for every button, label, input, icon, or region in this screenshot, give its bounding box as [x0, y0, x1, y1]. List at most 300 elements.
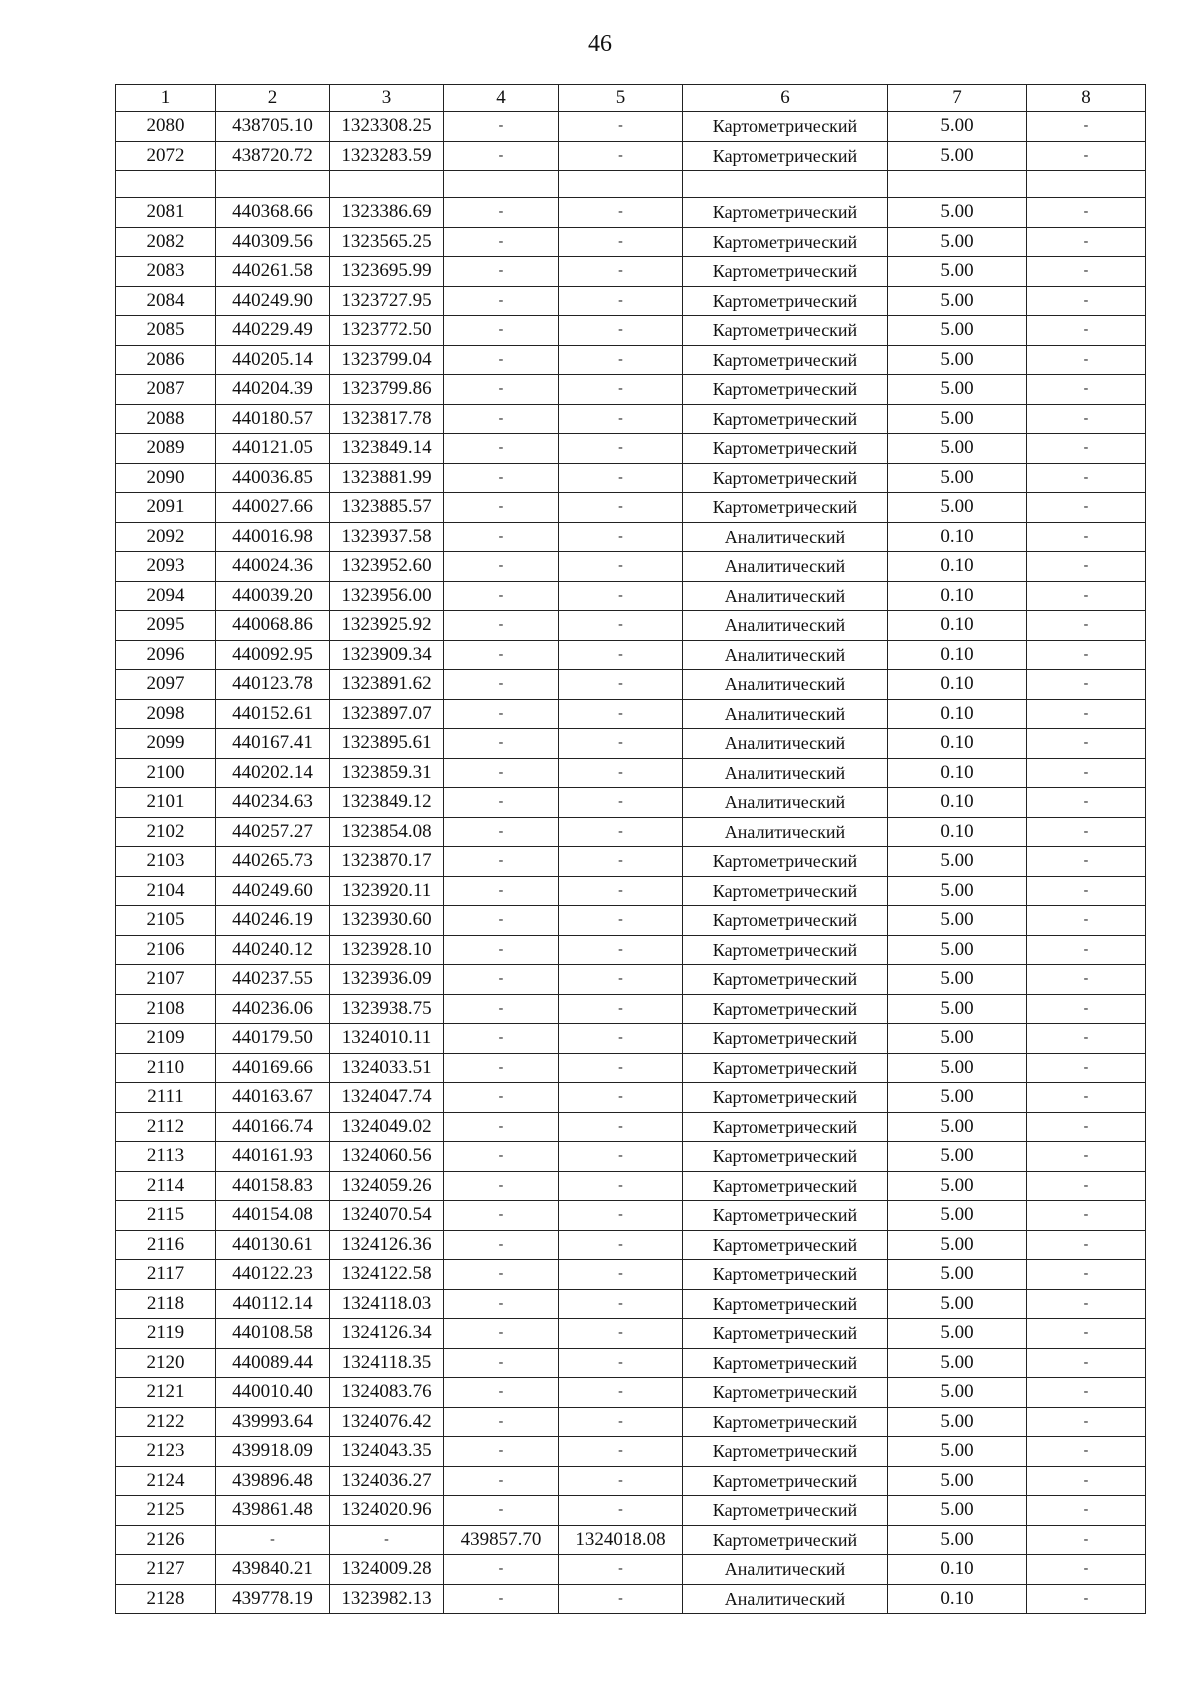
cell-y-coordinate-alt: - — [559, 1024, 683, 1054]
table-row — [116, 1319, 1146, 1349]
cell-note: - — [1027, 434, 1146, 464]
cell-point-number: 2127 — [116, 1555, 216, 1585]
cell-accuracy: 5.00 — [888, 198, 1027, 228]
cell-note: - — [1027, 345, 1146, 375]
cell-x-coordinate-alt: - — [444, 758, 559, 788]
cell-accuracy: 5.00 — [888, 1171, 1027, 1201]
cell-point-number: 2083 — [116, 257, 216, 287]
cell-x-coordinate: 440205.14 — [216, 345, 330, 375]
cell-method: Картометрический — [683, 1171, 888, 1201]
cell-y-coordinate-alt: - — [559, 1053, 683, 1083]
cell-x-coordinate-alt: - — [444, 493, 559, 523]
cell-x-coordinate: 440246.19 — [216, 906, 330, 936]
cell-accuracy: 5.00 — [888, 434, 1027, 464]
cell-accuracy: 5.00 — [888, 1142, 1027, 1172]
cell-note: - — [1027, 1230, 1146, 1260]
cell-point-number: 2115 — [116, 1201, 216, 1231]
cell-x-coordinate — [216, 171, 330, 198]
cell-y-coordinate-alt: - — [559, 257, 683, 287]
cell-x-coordinate: 440068.86 — [216, 611, 330, 641]
cell-x-coordinate-alt: 439857.70 — [444, 1525, 559, 1555]
cell-point-number: 2113 — [116, 1142, 216, 1172]
cell-x-coordinate-alt: - — [444, 1289, 559, 1319]
cell-x-coordinate: 439778.19 — [216, 1584, 330, 1614]
cell-y-coordinate: 1323982.13 — [330, 1584, 444, 1614]
cell-accuracy: 5.00 — [888, 1112, 1027, 1142]
cell-method: Картометрический — [683, 463, 888, 493]
table-row — [116, 906, 1146, 936]
table-row — [116, 729, 1146, 759]
cell-point-number: 2102 — [116, 817, 216, 847]
cell-note: - — [1027, 965, 1146, 995]
cell-y-coordinate-alt: - — [559, 1201, 683, 1231]
cell-y-coordinate-alt: - — [559, 1466, 683, 1496]
cell-accuracy: 5.00 — [888, 1437, 1027, 1467]
cell-y-coordinate: 1324043.35 — [330, 1437, 444, 1467]
cell-note: - — [1027, 1466, 1146, 1496]
cell-point-number: 2082 — [116, 227, 216, 257]
cell-y-coordinate-alt: - — [559, 640, 683, 670]
cell-x-coordinate-alt: - — [444, 1496, 559, 1526]
cell-y-coordinate: 1323930.60 — [330, 906, 444, 936]
cell-y-coordinate-alt: - — [559, 375, 683, 405]
cell-y-coordinate: 1323909.34 — [330, 640, 444, 670]
cell-x-coordinate-alt: - — [444, 1584, 559, 1614]
cell-x-coordinate-alt: - — [444, 375, 559, 405]
cell-point-number: 2119 — [116, 1319, 216, 1349]
cell-x-coordinate: 440167.41 — [216, 729, 330, 759]
cell-y-coordinate-alt: - — [559, 758, 683, 788]
cell-accuracy: 5.00 — [888, 316, 1027, 346]
cell-accuracy: 0.10 — [888, 1555, 1027, 1585]
cell-x-coordinate-alt: - — [444, 463, 559, 493]
cell-accuracy: 5.00 — [888, 257, 1027, 287]
cell-method: Картометрический — [683, 876, 888, 906]
cell-accuracy: 0.10 — [888, 581, 1027, 611]
cell-x-coordinate: 440121.05 — [216, 434, 330, 464]
table-row — [116, 670, 1146, 700]
cell-note: - — [1027, 463, 1146, 493]
cell-note: - — [1027, 316, 1146, 346]
table-header — [116, 85, 1146, 112]
cell-y-coordinate: 1323895.61 — [330, 729, 444, 759]
cell-method: Картометрический — [683, 198, 888, 228]
cell-y-coordinate-alt: - — [559, 699, 683, 729]
table-body — [116, 112, 1146, 1614]
cell-method: Картометрический — [683, 1142, 888, 1172]
cell-y-coordinate: 1323565.25 — [330, 227, 444, 257]
cell-y-coordinate: 1323938.75 — [330, 994, 444, 1024]
cell-y-coordinate-alt: - — [559, 112, 683, 142]
cell-x-coordinate-alt: - — [444, 611, 559, 641]
cell-x-coordinate: 440024.36 — [216, 552, 330, 582]
header-cell-5: 5 — [559, 85, 683, 112]
cell-x-coordinate-alt: - — [444, 1201, 559, 1231]
cell-note: - — [1027, 758, 1146, 788]
cell-y-coordinate: 1323849.14 — [330, 434, 444, 464]
cell-y-coordinate-alt: - — [559, 611, 683, 641]
cell-y-coordinate-alt: - — [559, 670, 683, 700]
cell-y-coordinate-alt: - — [559, 1407, 683, 1437]
cell-x-coordinate-alt: - — [444, 935, 559, 965]
cell-y-coordinate: 1323881.99 — [330, 463, 444, 493]
cell-x-coordinate: 440169.66 — [216, 1053, 330, 1083]
cell-method: Картометрический — [683, 1201, 888, 1231]
cell-note: - — [1027, 670, 1146, 700]
cell-note: - — [1027, 1024, 1146, 1054]
cell-y-coordinate: 1323799.04 — [330, 345, 444, 375]
cell-y-coordinate-alt: - — [559, 1112, 683, 1142]
cell-point-number: 2101 — [116, 788, 216, 818]
cell-y-coordinate-alt: - — [559, 876, 683, 906]
cell-accuracy: 5.00 — [888, 965, 1027, 995]
cell-y-coordinate-alt: - — [559, 1496, 683, 1526]
cell-y-coordinate-alt: - — [559, 581, 683, 611]
cell-note: - — [1027, 817, 1146, 847]
table-row — [116, 611, 1146, 641]
cell-x-coordinate-alt: - — [444, 1083, 559, 1113]
cell-point-number: 2093 — [116, 552, 216, 582]
cell-x-coordinate: 440265.73 — [216, 847, 330, 877]
cell-x-coordinate-alt: - — [444, 670, 559, 700]
table-row — [116, 935, 1146, 965]
cell-x-coordinate: 440122.23 — [216, 1260, 330, 1290]
cell-x-coordinate: - — [216, 1525, 330, 1555]
cell-x-coordinate-alt: - — [444, 552, 559, 582]
cell-x-coordinate-alt: - — [444, 965, 559, 995]
cell-method: Картометрический — [683, 935, 888, 965]
cell-point-number: 2116 — [116, 1230, 216, 1260]
cell-x-coordinate: 440166.74 — [216, 1112, 330, 1142]
cell-y-coordinate: 1323859.31 — [330, 758, 444, 788]
header-cell-4: 4 — [444, 85, 559, 112]
cell-point-number: 2096 — [116, 640, 216, 670]
cell-x-coordinate-alt: - — [444, 1437, 559, 1467]
table-row — [116, 1230, 1146, 1260]
cell-point-number: 2118 — [116, 1289, 216, 1319]
cell-point-number: 2122 — [116, 1407, 216, 1437]
table-row — [116, 640, 1146, 670]
table-row — [116, 552, 1146, 582]
cell-y-coordinate: 1323891.62 — [330, 670, 444, 700]
cell-y-coordinate: 1324076.42 — [330, 1407, 444, 1437]
cell-note: - — [1027, 1496, 1146, 1526]
cell-x-coordinate-alt: - — [444, 1112, 559, 1142]
cell-note: - — [1027, 404, 1146, 434]
cell-y-coordinate-alt: - — [559, 1348, 683, 1378]
cell-accuracy: 5.00 — [888, 1378, 1027, 1408]
cell-method: Аналитический — [683, 640, 888, 670]
cell-method: Картометрический — [683, 1496, 888, 1526]
cell-x-coordinate: 438720.72 — [216, 141, 330, 171]
cell-method: Картометрический — [683, 345, 888, 375]
cell-method: Картометрический — [683, 906, 888, 936]
cell-note: - — [1027, 1584, 1146, 1614]
cell-method: Аналитический — [683, 552, 888, 582]
cell-method: Картометрический — [683, 1024, 888, 1054]
cell-x-coordinate: 439840.21 — [216, 1555, 330, 1585]
cell-method: Картометрический — [683, 1466, 888, 1496]
cell-method: Картометрический — [683, 1083, 888, 1113]
cell-note: - — [1027, 1171, 1146, 1201]
cell-y-coordinate-alt — [559, 171, 683, 198]
cell-x-coordinate-alt: - — [444, 1348, 559, 1378]
table-row — [116, 463, 1146, 493]
cell-x-coordinate-alt: - — [444, 257, 559, 287]
table-row — [116, 404, 1146, 434]
cell-point-number: 2109 — [116, 1024, 216, 1054]
cell-point-number: 2112 — [116, 1112, 216, 1142]
cell-x-coordinate-alt: - — [444, 404, 559, 434]
cell-accuracy: 5.00 — [888, 847, 1027, 877]
cell-point-number: 2098 — [116, 699, 216, 729]
cell-y-coordinate-alt: - — [559, 1083, 683, 1113]
cell-x-coordinate: 440089.44 — [216, 1348, 330, 1378]
cell-x-coordinate: 440249.90 — [216, 286, 330, 316]
cell-x-coordinate: 439896.48 — [216, 1466, 330, 1496]
table-row — [116, 493, 1146, 523]
cell-note: - — [1027, 1053, 1146, 1083]
cell-accuracy: 0.10 — [888, 670, 1027, 700]
cell-x-coordinate: 439861.48 — [216, 1496, 330, 1526]
cell-x-coordinate-alt — [444, 171, 559, 198]
cell-accuracy: 5.00 — [888, 906, 1027, 936]
cell-note: - — [1027, 1260, 1146, 1290]
cell-y-coordinate-alt: - — [559, 345, 683, 375]
cell-x-coordinate: 440249.60 — [216, 876, 330, 906]
cell-x-coordinate: 439993.64 — [216, 1407, 330, 1437]
table-row — [116, 375, 1146, 405]
cell-x-coordinate-alt: - — [444, 1024, 559, 1054]
cell-y-coordinate-alt: - — [559, 1584, 683, 1614]
cell-point-number: 2089 — [116, 434, 216, 464]
cell-accuracy: 5.00 — [888, 1496, 1027, 1526]
cell-method: Картометрический — [683, 994, 888, 1024]
cell-point-number: 2095 — [116, 611, 216, 641]
page-number: 46 — [588, 31, 612, 57]
cell-y-coordinate-alt: - — [559, 847, 683, 877]
table-row — [116, 1112, 1146, 1142]
cell-x-coordinate: 440161.93 — [216, 1142, 330, 1172]
cell-x-coordinate-alt: - — [444, 1053, 559, 1083]
cell-y-coordinate-alt: - — [559, 1555, 683, 1585]
cell-point-number: 2121 — [116, 1378, 216, 1408]
cell-accuracy: 5.00 — [888, 1083, 1027, 1113]
cell-method: Аналитический — [683, 699, 888, 729]
cell-method: Аналитический — [683, 522, 888, 552]
cell-method: Картометрический — [683, 965, 888, 995]
cell-y-coordinate-alt: - — [559, 994, 683, 1024]
cell-y-coordinate: 1323695.99 — [330, 257, 444, 287]
header-cell-2: 2 — [216, 85, 330, 112]
cell-x-coordinate-alt: - — [444, 581, 559, 611]
cell-y-coordinate: 1324049.02 — [330, 1112, 444, 1142]
table-row — [116, 1555, 1146, 1585]
cell-accuracy: 5.00 — [888, 876, 1027, 906]
header-cell-1: 1 — [116, 85, 216, 112]
cell-y-coordinate-alt: - — [559, 1378, 683, 1408]
cell-method: Аналитический — [683, 758, 888, 788]
cell-note — [1027, 171, 1146, 198]
cell-method: Картометрический — [683, 1053, 888, 1083]
cell-point-number: 2086 — [116, 345, 216, 375]
cell-x-coordinate: 440180.57 — [216, 404, 330, 434]
cell-x-coordinate: 440130.61 — [216, 1230, 330, 1260]
cell-accuracy: 5.00 — [888, 345, 1027, 375]
cell-y-coordinate: 1324033.51 — [330, 1053, 444, 1083]
cell-y-coordinate: 1323897.07 — [330, 699, 444, 729]
cell-method: Аналитический — [683, 611, 888, 641]
cell-y-coordinate: 1324060.56 — [330, 1142, 444, 1172]
table-row — [116, 198, 1146, 228]
cell-x-coordinate: 440236.06 — [216, 994, 330, 1024]
cell-point-number: 2123 — [116, 1437, 216, 1467]
cell-note: - — [1027, 1201, 1146, 1231]
cell-method: Картометрический — [683, 257, 888, 287]
cell-method: Аналитический — [683, 729, 888, 759]
cell-x-coordinate: 440368.66 — [216, 198, 330, 228]
cell-point-number: 2107 — [116, 965, 216, 995]
table-row — [116, 1348, 1146, 1378]
table-row — [116, 1525, 1146, 1555]
header-cell-7: 7 — [888, 85, 1027, 112]
cell-y-coordinate: 1324059.26 — [330, 1171, 444, 1201]
cell-x-coordinate-alt: - — [444, 286, 559, 316]
cell-accuracy: 5.00 — [888, 404, 1027, 434]
table-row — [116, 1024, 1146, 1054]
cell-note: - — [1027, 1319, 1146, 1349]
cell-accuracy: 5.00 — [888, 1201, 1027, 1231]
cell-y-coordinate-alt: - — [559, 552, 683, 582]
cell-accuracy: 5.00 — [888, 1053, 1027, 1083]
cell-method: Картометрический — [683, 316, 888, 346]
cell-method: Картометрический — [683, 493, 888, 523]
cell-note: - — [1027, 198, 1146, 228]
cell-x-coordinate: 440108.58 — [216, 1319, 330, 1349]
cell-method: Картометрический — [683, 434, 888, 464]
table-row — [116, 1289, 1146, 1319]
cell-method: Картометрический — [683, 375, 888, 405]
table-row — [116, 171, 1146, 198]
cell-x-coordinate-alt: - — [444, 1142, 559, 1172]
cell-point-number: 2126 — [116, 1525, 216, 1555]
cell-y-coordinate: 1324047.74 — [330, 1083, 444, 1113]
cell-x-coordinate-alt: - — [444, 141, 559, 171]
cell-accuracy: 0.10 — [888, 817, 1027, 847]
cell-y-coordinate: 1324083.76 — [330, 1378, 444, 1408]
cell-y-coordinate-alt: - — [559, 198, 683, 228]
table-row — [116, 1584, 1146, 1614]
cell-y-coordinate-alt: - — [559, 227, 683, 257]
table-row — [116, 257, 1146, 287]
cell-y-coordinate: 1324122.58 — [330, 1260, 444, 1290]
cell-y-coordinate: 1323870.17 — [330, 847, 444, 877]
cell-point-number: 2105 — [116, 906, 216, 936]
cell-y-coordinate-alt: - — [559, 141, 683, 171]
cell-y-coordinate-alt: - — [559, 463, 683, 493]
cell-accuracy: 5.00 — [888, 493, 1027, 523]
cell-accuracy: 0.10 — [888, 699, 1027, 729]
cell-y-coordinate: 1323937.58 — [330, 522, 444, 552]
cell-x-coordinate: 440163.67 — [216, 1083, 330, 1113]
coordinates-table — [115, 84, 1146, 1614]
cell-point-number: 2097 — [116, 670, 216, 700]
cell-method: Аналитический — [683, 817, 888, 847]
cell-method: Аналитический — [683, 788, 888, 818]
cell-point-number: 2100 — [116, 758, 216, 788]
cell-accuracy: 0.10 — [888, 611, 1027, 641]
cell-x-coordinate-alt: - — [444, 316, 559, 346]
cell-x-coordinate-alt: - — [444, 227, 559, 257]
cell-method: Картометрический — [683, 1378, 888, 1408]
cell-x-coordinate-alt: - — [444, 876, 559, 906]
cell-y-coordinate-alt: - — [559, 906, 683, 936]
cell-note: - — [1027, 1112, 1146, 1142]
cell-note: - — [1027, 611, 1146, 641]
cell-method: Картометрический — [683, 227, 888, 257]
cell-x-coordinate-alt: - — [444, 788, 559, 818]
cell-y-coordinate: 1323283.59 — [330, 141, 444, 171]
cell-point-number: 2092 — [116, 522, 216, 552]
cell-x-coordinate-alt: - — [444, 1171, 559, 1201]
cell-y-coordinate: 1323936.09 — [330, 965, 444, 995]
cell-x-coordinate: 440240.12 — [216, 935, 330, 965]
table-row — [116, 994, 1146, 1024]
table-row — [116, 112, 1146, 142]
cell-y-coordinate: - — [330, 1525, 444, 1555]
cell-x-coordinate-alt: - — [444, 1466, 559, 1496]
table-row — [116, 581, 1146, 611]
cell-x-coordinate: 440179.50 — [216, 1024, 330, 1054]
cell-accuracy: 0.10 — [888, 522, 1027, 552]
table-row — [116, 788, 1146, 818]
cell-x-coordinate: 440027.66 — [216, 493, 330, 523]
cell-note: - — [1027, 1437, 1146, 1467]
cell-point-number: 2114 — [116, 1171, 216, 1201]
cell-method: Картометрический — [683, 1230, 888, 1260]
cell-y-coordinate: 1323885.57 — [330, 493, 444, 523]
table-row — [116, 1466, 1146, 1496]
cell-x-coordinate-alt: - — [444, 729, 559, 759]
cell-method: Картометрический — [683, 1407, 888, 1437]
cell-y-coordinate-alt: - — [559, 1319, 683, 1349]
cell-point-number: 2090 — [116, 463, 216, 493]
cell-accuracy: 5.00 — [888, 1230, 1027, 1260]
cell-y-coordinate-alt: - — [559, 434, 683, 464]
table-row — [116, 1201, 1146, 1231]
cell-x-coordinate: 440204.39 — [216, 375, 330, 405]
cell-x-coordinate: 440229.49 — [216, 316, 330, 346]
cell-y-coordinate-alt: - — [559, 493, 683, 523]
cell-note: - — [1027, 1142, 1146, 1172]
cell-accuracy: 0.10 — [888, 1584, 1027, 1614]
cell-note: - — [1027, 1378, 1146, 1408]
table-row — [116, 316, 1146, 346]
table-row — [116, 1171, 1146, 1201]
cell-accuracy: 5.00 — [888, 1348, 1027, 1378]
cell-note: - — [1027, 1289, 1146, 1319]
cell-point-number: 2088 — [116, 404, 216, 434]
cell-y-coordinate-alt: - — [559, 817, 683, 847]
cell-x-coordinate-alt: - — [444, 522, 559, 552]
cell-method: Картометрический — [683, 404, 888, 434]
cell-y-coordinate: 1324020.96 — [330, 1496, 444, 1526]
table-row — [116, 699, 1146, 729]
cell-point-number: 2120 — [116, 1348, 216, 1378]
cell-y-coordinate-alt: - — [559, 404, 683, 434]
table-row — [116, 286, 1146, 316]
table-row — [116, 758, 1146, 788]
